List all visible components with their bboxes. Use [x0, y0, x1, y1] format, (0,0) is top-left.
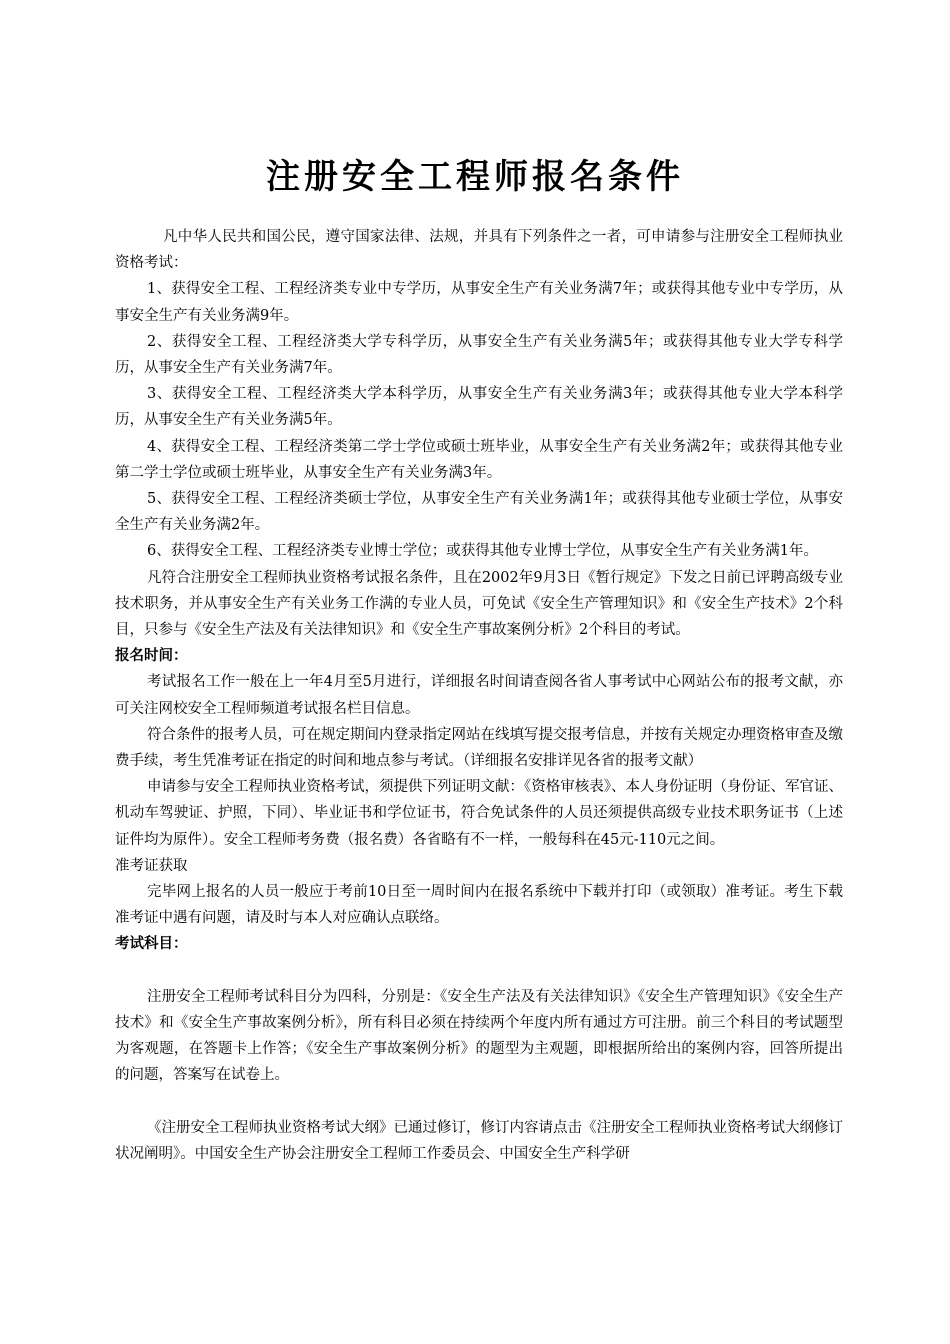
subjects-heading: 考试科目：	[115, 936, 188, 953]
admission-paragraph: 完毕网上报名的人员一般应于考前10日至一周时间内在报名系统中下载并打印（或领取）准考证。考生下载准考证中遇有问题，请及时与本人对应确认点联络。	[115, 884, 843, 927]
condition-item-5: 5、获得安全工程、工程经济类硕士学位，从事安全生产有关业务满1年；或获得其他专业硕士学位，从事安全生产有关业务满2年。	[115, 491, 843, 534]
syllabus-paragraph: 《注册安全工程师执业资格考试大纲》已通过修订，修订内容请点击《注册安全工程师执业资格考试大纲修订状况阐明》。中国安全生产协会注册安全工程师工作委员会、中国安全生产科学研	[115, 1119, 843, 1162]
admission-heading: 准考证获取	[115, 857, 188, 874]
paragraph-spacer	[115, 1089, 843, 1115]
condition-item-6: 6、获得安全工程、工程经济类专业博士学位；或获得其他专业博士学位，从事安全生产有关业务满1年。	[147, 543, 818, 560]
condition-item-1: 1、获得安全工程、工程经济类专业中专学历，从事安全生产有关业务满7年；或获得其他专业中专学历，从事安全生产有关业务满9年。	[115, 281, 843, 324]
condition-item-2: 2、获得安全工程、工程经济类大学专科学历，从事安全生产有关业务满5年；或获得其他专业大学专科学历，从事安全生产有关业务满7年。	[115, 333, 843, 377]
intro-paragraph: 凡中华人民共和国公民，遵守国家法律、法规，并具有下列条件之一者，可申请参与注册安全工程师执业资格考试：	[115, 229, 843, 272]
registration-paragraph-2: 符合条件的报考人员，可在规定期间内登录指定网站在线填写提交报考信息，并按有关规定办理资格审查及缴费手续，考生凭准考证在指定的时间和地点参与考试。（详细报名安排详见各省的报考文献）	[115, 726, 843, 770]
condition-item-4: 4、获得安全工程、工程经济类第二学士学位或硕士班毕业，从事安全生产有关业务满2年；或获得其他专业第二学士学位或硕士班毕业，从事安全生产有关业务满3年。	[115, 438, 843, 481]
registration-heading: 报名时间：	[115, 648, 188, 665]
subjects-paragraph: 注册安全工程师考试科目分为四科，分别是：《安全生产法及有关法律知识》《安全生产管理知识》《安全生产技术》和《安全生产事故案例分析》，所有科目必须在持续两个年度内所有通过方可注册。前三个科目的考试题型为客观题，在答题卡上作答；《安全生产事故案例分析》的题型为主观题，即根据所给出的案例内容，回答所提出的问题，答案写在试卷上。	[115, 988, 843, 1084]
registration-paragraph-3: 申请参与安全工程师执业资格考试，须提供下列证明文献：《资格审核表》、本人身份证明（身份证、军官证、机动车驾驶证、护照，下同）、毕业证书和学位证书，符合免试条件的人员还须提供高级专业技术职务证书（上述证件均为原件）。安全工程师考务费（报名费）各省略有不一样，一般每科在45元-110元之间。	[115, 779, 843, 848]
condition-item-3: 3、获得安全工程、工程经济类大学本科学历，从事安全生产有关业务满3年；或获得其他专业大学本科学历，从事安全生产有关业务满5年。	[115, 386, 843, 429]
registration-paragraph-1: 考试报名工作一般在上一年4月至5月进行，详细报名时间请查阅各省人事考试中心网站公布的报考文献，亦可关注网校安全工程师频道考试报名栏目信息。	[115, 674, 843, 717]
document-title: 注册安全工程师报名条件	[266, 157, 684, 197]
document-body	[115, 224, 843, 1167]
paragraph-spacer	[115, 958, 843, 984]
exemption-paragraph: 凡符合注册安全工程师执业资格考试报名条件，且在2002年9月3日《暂行规定》下发之日前已评聘高级专业技术职务，并从事安全生产有关业务工作满的专业人员，可免试《安全生产管理知识》和《安全生产技术》2个科目，只参与《安全生产法及有关法律知识》和《安全生产事故案例分析》2个科目的考试。	[115, 569, 843, 639]
